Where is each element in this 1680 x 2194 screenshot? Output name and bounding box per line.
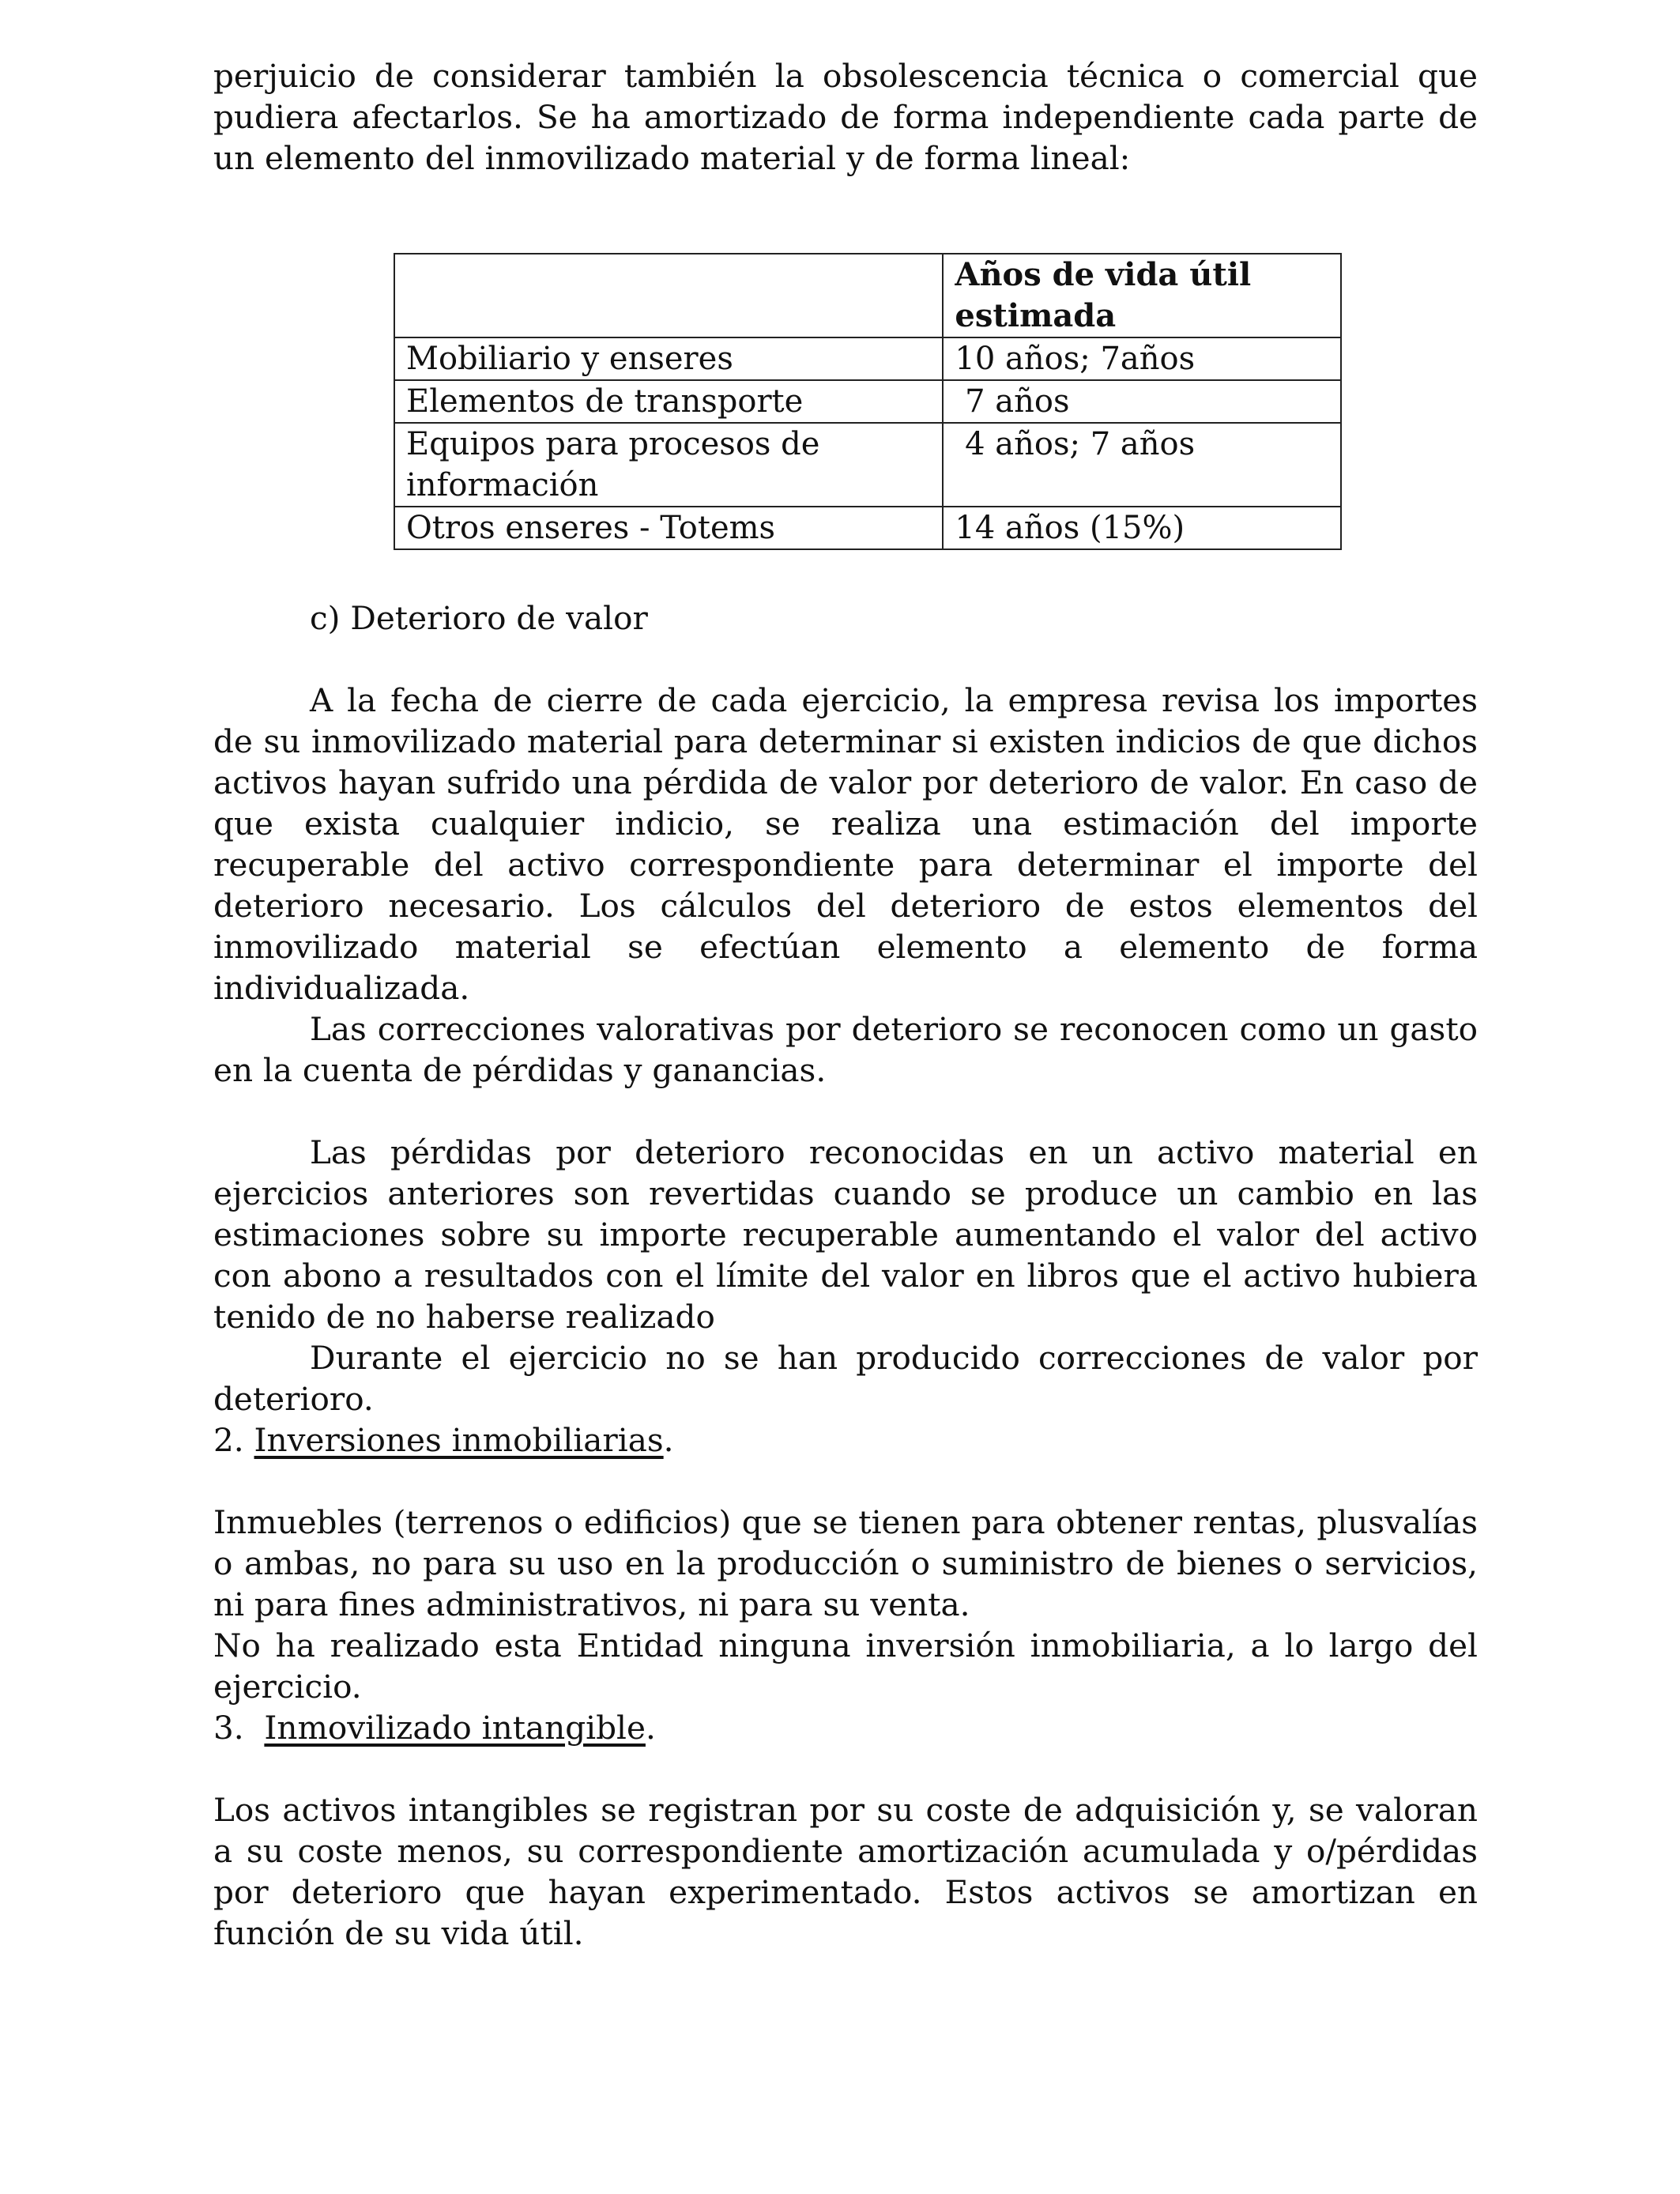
- table-row: [394, 423, 1341, 507]
- table-row: [394, 507, 1341, 549]
- table-cell-years: 7 años: [943, 380, 1341, 423]
- section-2-number: 2.: [213, 1421, 254, 1459]
- table-header-row: [394, 254, 1341, 337]
- section-2-title: Inversiones inmobiliarias: [254, 1421, 664, 1459]
- intro-paragraph: perjuicio de considerar también la obsolescencia técnica o comercial que pudiera afectarlos. Se ha amortizado de forma independiente cada parte de un elemento del inmovilizado material y de forma lineal:: [213, 57, 1478, 177]
- paragraph-investment-property-definition: Inmuebles (terrenos o edificios) que se tienen para obtener rentas, plusvalías o ambas, no para su uso en la producción o suministro de bienes o servicios, ni para fines administrativos, ni para su venta.: [213, 1503, 1478, 1623]
- table-cell-years: 4 años; 7 años: [943, 423, 1341, 507]
- paragraph-no-impairment: Durante el ejercicio no se han producido correcciones de valor por deterioro.: [213, 1339, 1478, 1418]
- table-cell-years: 14 años (15%): [943, 507, 1341, 549]
- paragraph-intangible-assets: Los activos intangibles se registran por su coste de adquisición y, se valoran a su coste menos, su correspondiente amortización acumulada y o/pérdidas por deterioro que hayan experimentado. Estos activos se amortizan en función de su vida útil.: [213, 1791, 1478, 1952]
- section-c-heading: c) Deterioro de valor: [310, 599, 648, 637]
- table-header-years: Años de vida útil estimada: [943, 254, 1341, 337]
- section-3-number: 3.: [213, 1709, 265, 1747]
- section-3-title: Inmovilizado intangible: [264, 1709, 646, 1747]
- paragraph-impairment-expense: Las correcciones valorativas por deterioro se reconocen como un gasto en la cuenta de pérdidas y ganancias.: [213, 1010, 1478, 1089]
- paragraph-impairment-review: A la fecha de cierre de cada ejercicio, la empresa revisa los importes de su inmovilizado material para determinar si existen indicios de que dichos activos hayan sufrido una pérdida de valor por deterioro de valor. En caso de que exista cualquier indicio, se realiza una estimación del importe recuperable del activo correspondiente para determinar el importe del deterioro necesario. Los cálculos del deterioro de estos elementos del inmovilizado material se efectúan elemento a elemento de forma individualizada.: [213, 681, 1478, 1007]
- section-2-suffix: .: [663, 1421, 674, 1459]
- table-cell-item: Mobiliario y enseres: [394, 337, 943, 380]
- table-cell-item: Elementos de transporte: [394, 380, 943, 423]
- section-3-heading: [213, 1707, 1478, 1748]
- table-cell-years: 10 años; 7años: [943, 337, 1341, 380]
- table-header-empty: [394, 254, 943, 337]
- table-cell-item: Otros enseres - Totems: [394, 507, 943, 549]
- table-row: [394, 380, 1341, 423]
- section-3-suffix: .: [645, 1709, 656, 1747]
- paragraph-no-investment-property: No ha realizado esta Entidad ninguna inversión inmobiliaria, a lo largo del ejercicio.: [213, 1627, 1478, 1706]
- paragraph-impairment-reversal: Las pérdidas por deterioro reconocidas en un activo material en ejercicios anteriores son revertidas cuando se produce un cambio en las estimaciones sobre su importe recuperable aumentando el valor del activo con abono a resultados con el límite del valor en libros que el activo hubiera tenido de no haberse realizado: [213, 1133, 1478, 1336]
- useful-life-table: [394, 253, 1342, 550]
- table-cell-item: Equipos para procesos de información: [394, 423, 943, 507]
- section-2-heading: [213, 1419, 1478, 1461]
- table-row: [394, 337, 1341, 380]
